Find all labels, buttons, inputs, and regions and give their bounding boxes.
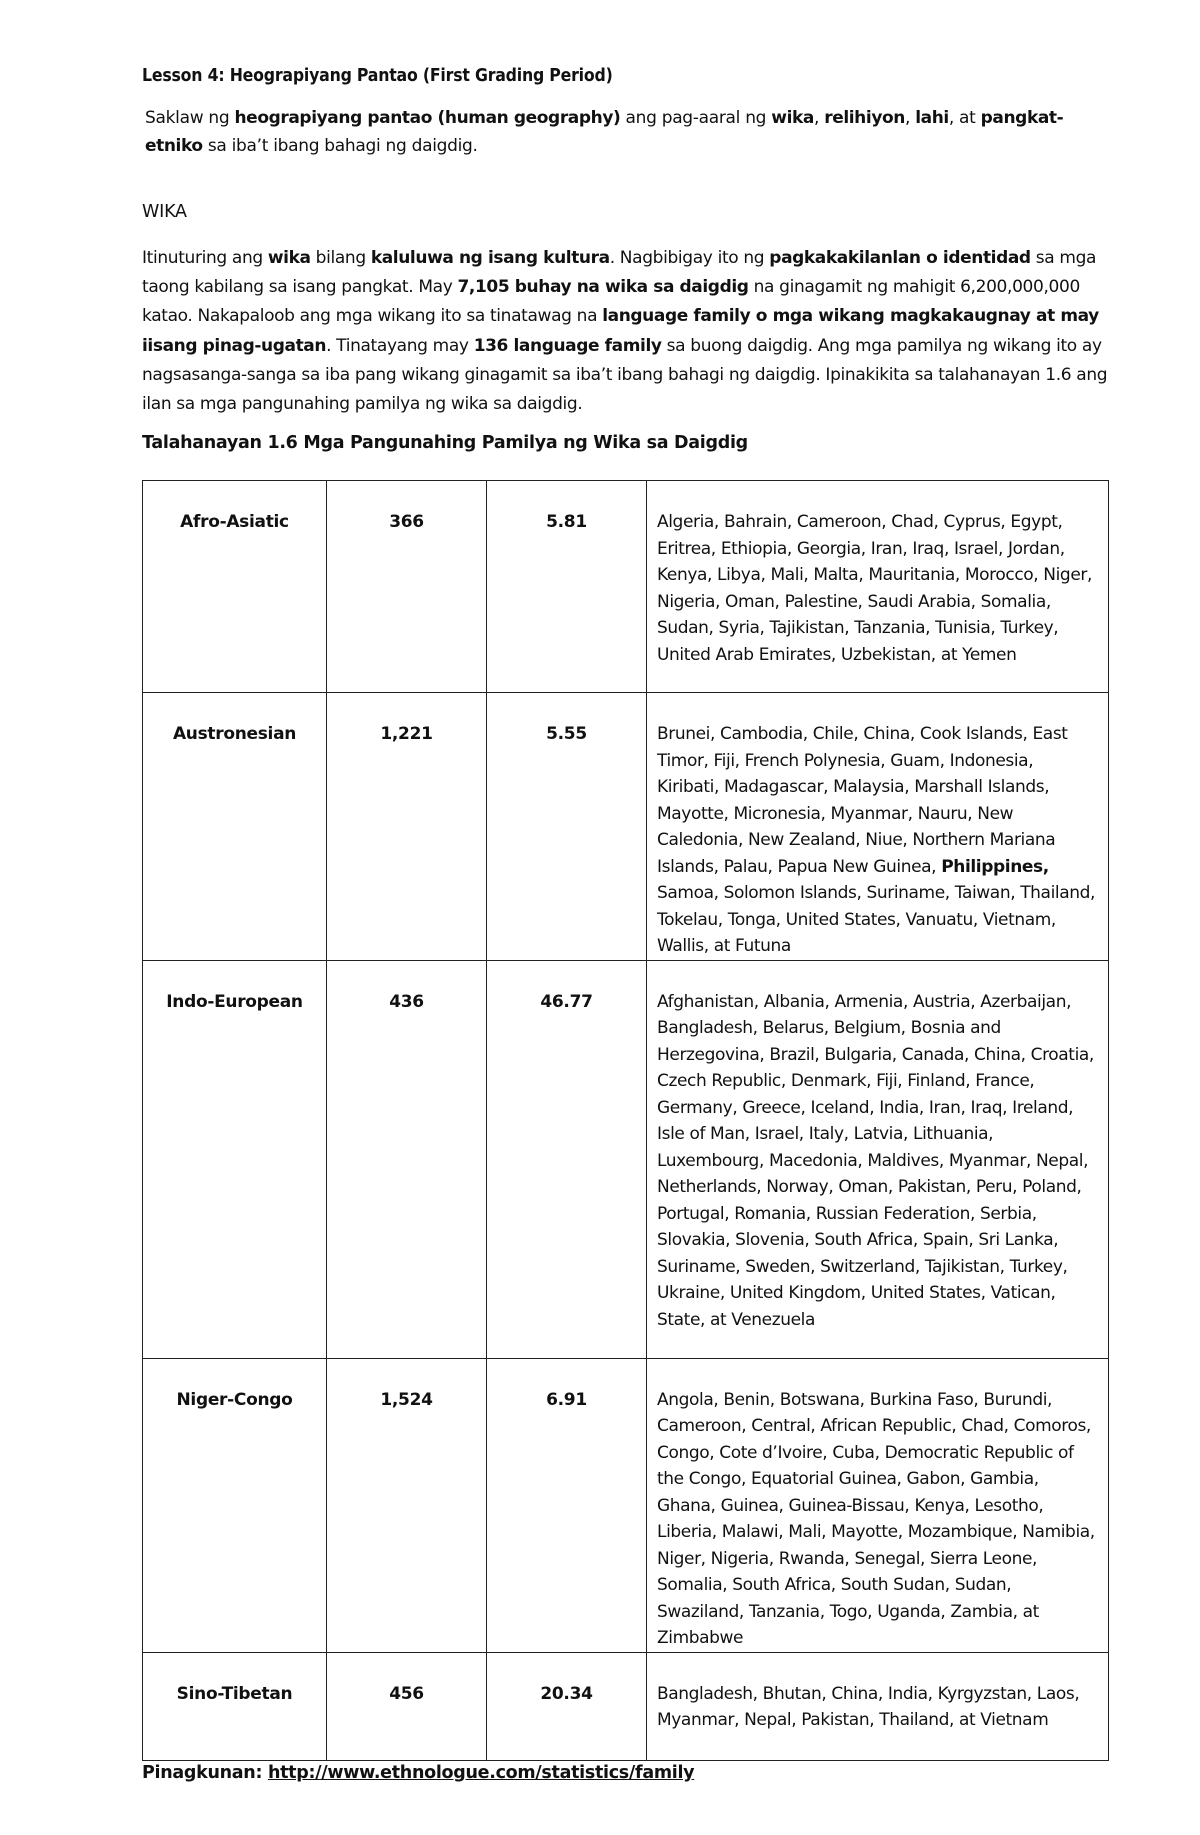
intro-paragraph: [142, 104, 1108, 160]
percent-cell: 6.91: [487, 1358, 647, 1652]
language-count-cell: 1,221: [327, 693, 487, 961]
countries-cell: [647, 693, 1109, 961]
countries-text: Brunei, Cambodia, Chile, China, Cook Islands, East Timor, Fiji, French Polynesia, Guam, Indonesia, Kiribati, Madagascar, Malaysia, Marshall Islands, Mayotte, Micronesia, Myanmar, Nauru, New Caledonia, New Zealand, Niue, Northern Mariana Islands, Palau, Papua New Guinea,: [657, 724, 1068, 877]
countries-highlight-philippines: Philippines,: [941, 856, 1049, 877]
wika-term: pagkakakilanlan o identidad: [769, 248, 1031, 268]
source-label: Pinagkunan:: [142, 1763, 268, 1783]
family-name-cell: Niger-Congo: [143, 1358, 327, 1652]
language-family-table: [142, 480, 1109, 1761]
percent-cell: 5.55: [487, 693, 647, 961]
wika-term: language family o mga wikang magkakaugnay at may iisang pinag-ugatan: [142, 306, 1099, 356]
wika-text: . Nagbibigay ito ng: [609, 248, 770, 268]
intro-term-relihiyon: relihiyon: [824, 108, 905, 128]
wika-term: kaluluwa ng isang kultura: [370, 248, 610, 268]
lesson-title: Lesson 4: Heograpiyang Pantao (First Grading Period): [142, 66, 613, 86]
language-count-cell: 456: [327, 1652, 487, 1760]
intro-term-wika: wika: [771, 108, 814, 128]
document-page: [142, 62, 1108, 1783]
table-caption: Talahanayan 1.6 Mga Pangunahing Pamilya ng Wika sa Daigdig: [142, 433, 748, 454]
intro-text: Saklaw ng: [145, 108, 235, 128]
table-row: [143, 1358, 1109, 1652]
source-line: [142, 1760, 694, 1786]
wika-text: bilang: [310, 248, 371, 268]
intro-text: sa iba’t ibang bahagi ng daigdig.: [202, 136, 478, 156]
wika-term: 7,105 buhay na wika sa daigdig: [457, 277, 749, 298]
wika-paragraph: [142, 244, 1108, 419]
intro-text: , at: [948, 108, 981, 128]
table-row: [143, 1652, 1109, 1760]
wika-text: sa mga taong kabilang sa isang pangkat. May: [142, 248, 1097, 298]
table-row: [143, 693, 1109, 961]
percent-cell: 5.81: [487, 481, 647, 693]
wika-text: . Tinatayang may: [326, 335, 474, 356]
countries-cell: Bangladesh, Bhutan, China, India, Kyrgyzstan, Laos, Myanmar, Nepal, Pakistan, Thailand, at Vietnam: [647, 1652, 1109, 1760]
language-count-cell: 436: [327, 960, 487, 1358]
section-heading: WIKA: [142, 202, 187, 222]
family-name-cell: Austronesian: [143, 693, 327, 961]
wika-term: wika: [267, 248, 311, 268]
language-count-cell: 366: [327, 481, 487, 693]
wika-text: Itinuturing ang: [142, 248, 268, 268]
family-name-cell: Indo-European: [143, 960, 327, 1358]
intro-term-pangkat-etniko: pangkat- etniko: [145, 108, 1064, 156]
intro-text: ,: [904, 108, 916, 128]
percent-cell: 20.34: [487, 1652, 647, 1760]
intro-term-lahi: lahi: [915, 108, 949, 128]
family-name-cell: Sino-Tibetan: [143, 1652, 327, 1760]
table-row: [143, 960, 1109, 1358]
family-name-cell: Afro-Asiatic: [143, 481, 327, 693]
wika-text: na ginagamit ng mahigit 6,200,000,000 katao. Nakapaloob ang mga wikang ito sa tinatawag na: [142, 277, 1080, 327]
source-link[interactable]: http://www.ethnologue.com/statistics/family: [267, 1763, 695, 1783]
countries-cell: Algeria, Bahrain, Cameroon, Chad, Cyprus, Egypt, Eritrea, Ethiopia, Georgia, Iran, Iraq, Israel, Jordan, Kenya, Libya, Mali, Malta, Mauritania, Morocco, Niger, Nigeria, Oman, Palestine, Saudi Arabia, Somalia, Sudan, Syria, Tajikistan, Tanzania, Tunisia, Turkey, United Arab Emirates, Uzbekistan, at Yemen: [647, 481, 1109, 693]
countries-cell: Angola, Benin, Botswana, Burkina Faso, Burundi, Cameroon, Central, African Republic, Chad, Comoros, Congo, Cote d’Ivoire, Cuba, Democratic Republic of the Congo, Equatorial Guinea, Gabon, Gambia, Ghana, Guinea, Guinea-Bissau, Kenya, Lesotho, Liberia, Malawi, Mali, Mayotte, Mozambique, Namibia, Niger, Nigeria, Rwanda, Senegal, Sierra Leone, Somalia, South Africa, South Sudan, Sudan, Swaziland, Tanzania, Togo, Uganda, Zambia, at Zimbabwe: [647, 1358, 1109, 1652]
wika-text: sa buong daigdig. Ang mga pamilya ng wikang ito ay nagsasanga-sanga sa iba pang wikang ginagamit sa iba’t ibang bahagi ng daigdig. Ipinakikita sa talahanayan 1.6 ang ilan sa mga pangunahing pamilya ng wika sa daigdig.: [142, 335, 1108, 415]
countries-cell: Afghanistan, Albania, Armenia, Austria, Azerbaijan, Bangladesh, Belarus, Belgium, Bosnia and Herzegovina, Brazil, Bulgaria, Canada, China, Croatia, Czech Republic, Denmark, Fiji, Finland, France, Germany, Greece, Iceland, India, Iran, Iraq, Ireland, Isle of Man, Israel, Italy, Latvia, Lithuania, Luxembourg, Macedonia, Maldives, Myanmar, Nepal, Netherlands, Norway, Oman, Pakistan, Peru, Poland, Portugal, Romania, Russian Federation, Serbia, Slovakia, Slovenia, South Africa, Spain, Sri Lanka, Suriname, Sweden, Switzerland, Tajikistan, Turkey, Ukraine, United Kingdom, United States, Vatican, State, at Venezuela: [647, 960, 1109, 1358]
percent-cell: 46.77: [487, 960, 647, 1358]
intro-text: ,: [814, 108, 825, 128]
language-count-cell: 1,524: [327, 1358, 487, 1652]
intro-term-human-geography: heograpiyang pantao (human geography): [234, 108, 621, 128]
wika-term: 136 language family: [473, 335, 662, 356]
table-row: [143, 481, 1109, 693]
countries-text: Samoa, Solomon Islands, Suriname, Taiwan, Thailand, Tokelau, Tonga, United States, Vanuatu, Vietnam, Wallis, at Futuna: [657, 883, 1096, 956]
intro-text: ang pag-aaral ng: [620, 108, 772, 128]
